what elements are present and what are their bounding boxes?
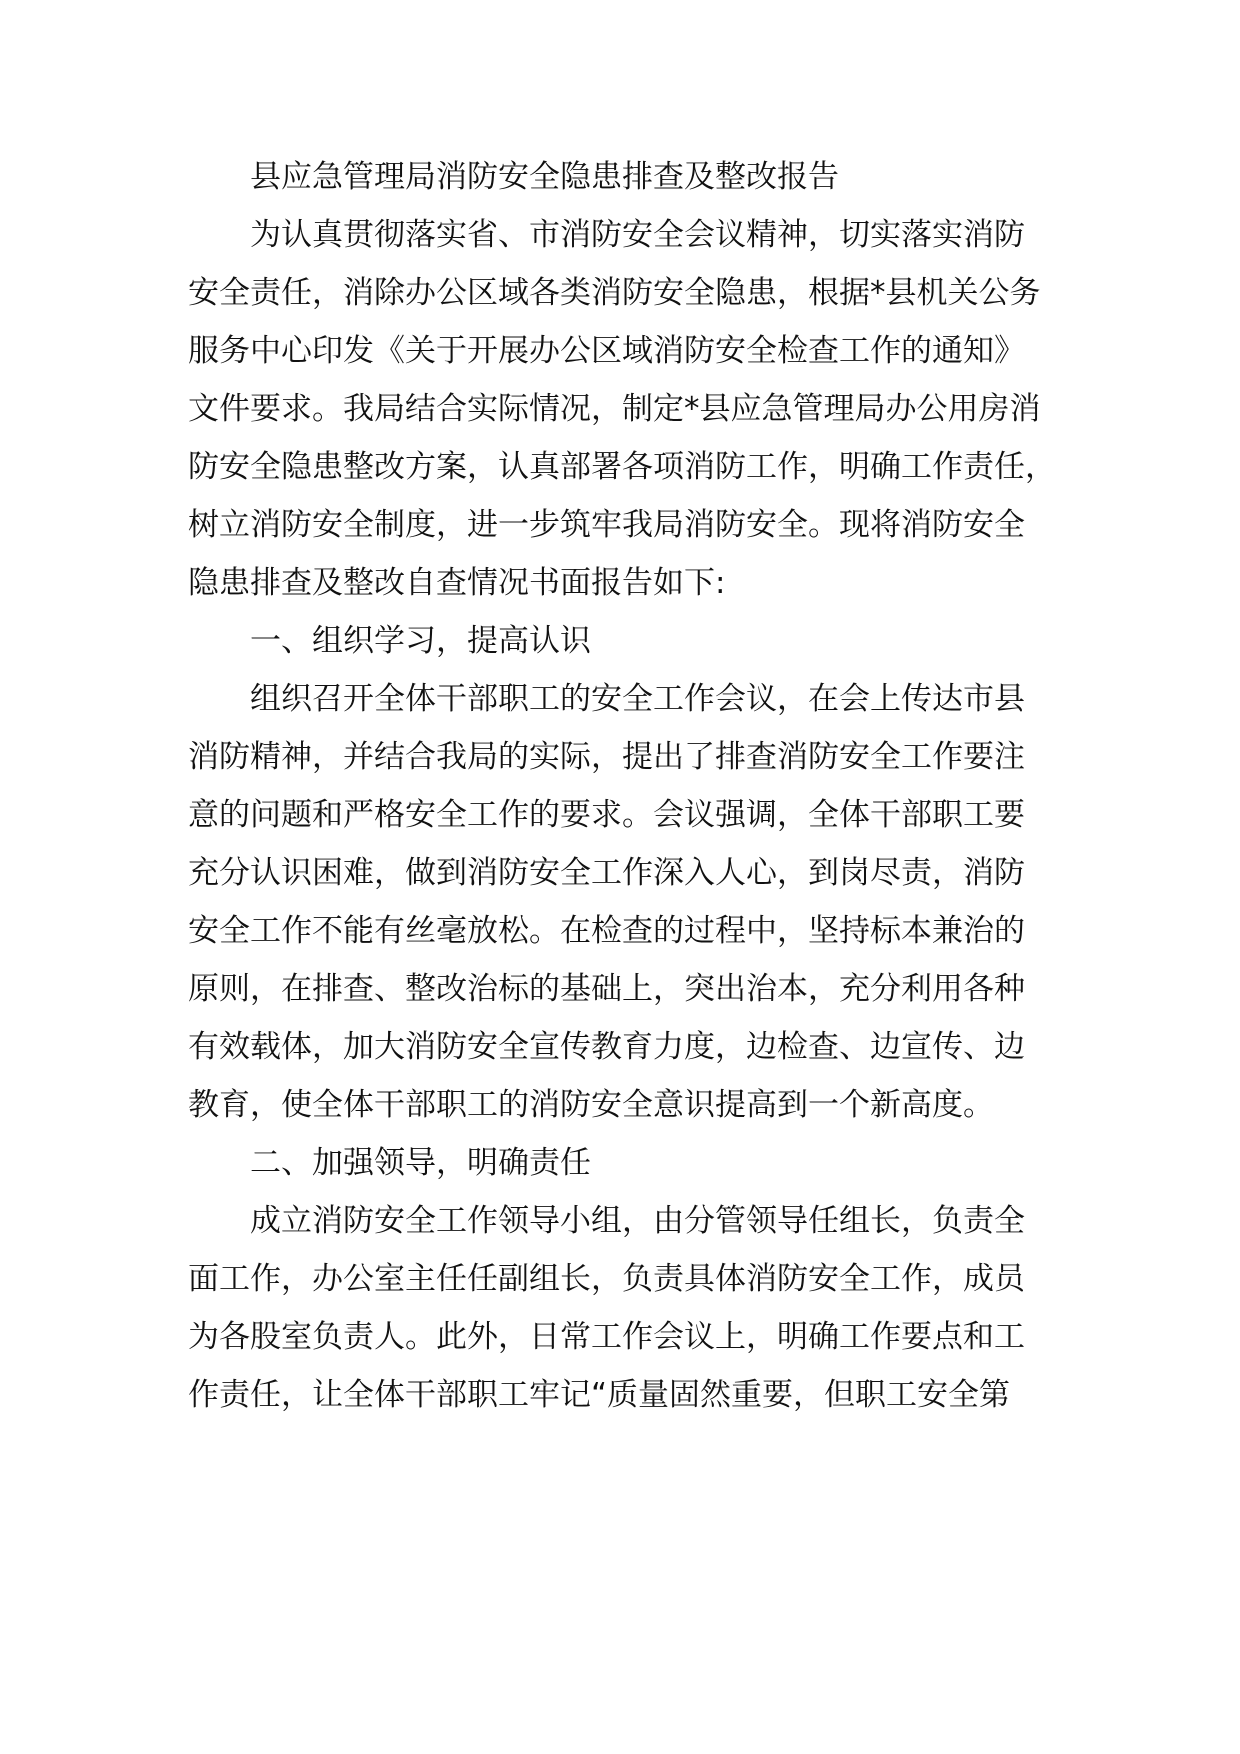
paragraph-line: 有效载体，加大消防安全宣传教育力度，边检查、边宣传、边 [188,1029,1025,1065]
document-title: 县应急管理局消防安全隐患排查及整改报告 [250,159,839,195]
paragraph-line: 面工作，办公室主任任副组长，负责具体消防安全工作，成员 [188,1261,1025,1297]
paragraph-line: 隐患排查及整改自查情况书面报告如下: [188,565,726,601]
section-heading: 二、加强领导，明确责任 [250,1145,591,1181]
paragraph-line: 服务中心印发《关于开展办公区域消防安全检查工作的通知》 [188,333,1025,369]
paragraph-line: 原则，在排查、整改治标的基础上，突出治本，充分利用各种 [188,971,1025,1007]
paragraph-line: 充分认识困难，做到消防安全工作深入人心，到岗尽责，消防 [188,855,1025,891]
paragraph-line: 文件要求。我局结合实际情况，制定*县应急管理局办公用房消 [188,391,1041,427]
paragraph-line: 防安全隐患整改方案，认真部署各项消防工作，明确工作责任， [188,449,1056,485]
paragraph-line: 安全责任，消除办公区域各类消防安全隐患，根据*县机关公务 [188,275,1041,311]
paragraph-line: 为认真贯彻落实省、市消防安全会议精神，切实落实消防 [250,217,1025,253]
paragraph-line: 成立消防安全工作领导小组，由分管领导任组长，负责全 [250,1203,1025,1239]
paragraph-line: 消防精神，并结合我局的实际，提出了排查消防安全工作要注 [188,739,1025,775]
paragraph-line: 教育，使全体干部职工的消防安全意识提高到一个新高度。 [188,1087,994,1123]
section-heading: 一、组织学习，提高认识 [250,623,591,659]
paragraph-line: 组织召开全体干部职工的安全工作会议，在会上传达市县 [250,681,1025,717]
paragraph-line: 树立消防安全制度，进一步筑牢我局消防安全。现将消防安全 [188,507,1025,543]
paragraph-line: 为各股室负责人。此外，日常工作会议上，明确工作要点和工 [188,1319,1025,1355]
paragraph-line: 意的问题和严格安全工作的要求。会议强调，全体干部职工要 [188,797,1025,833]
paragraph-line: 作责任，让全体干部职工牢记“质量固然重要，但职工安全第 [188,1377,1011,1413]
paragraph-line: 安全工作不能有丝毫放松。在检查的过程中，坚持标本兼治的 [188,913,1025,949]
